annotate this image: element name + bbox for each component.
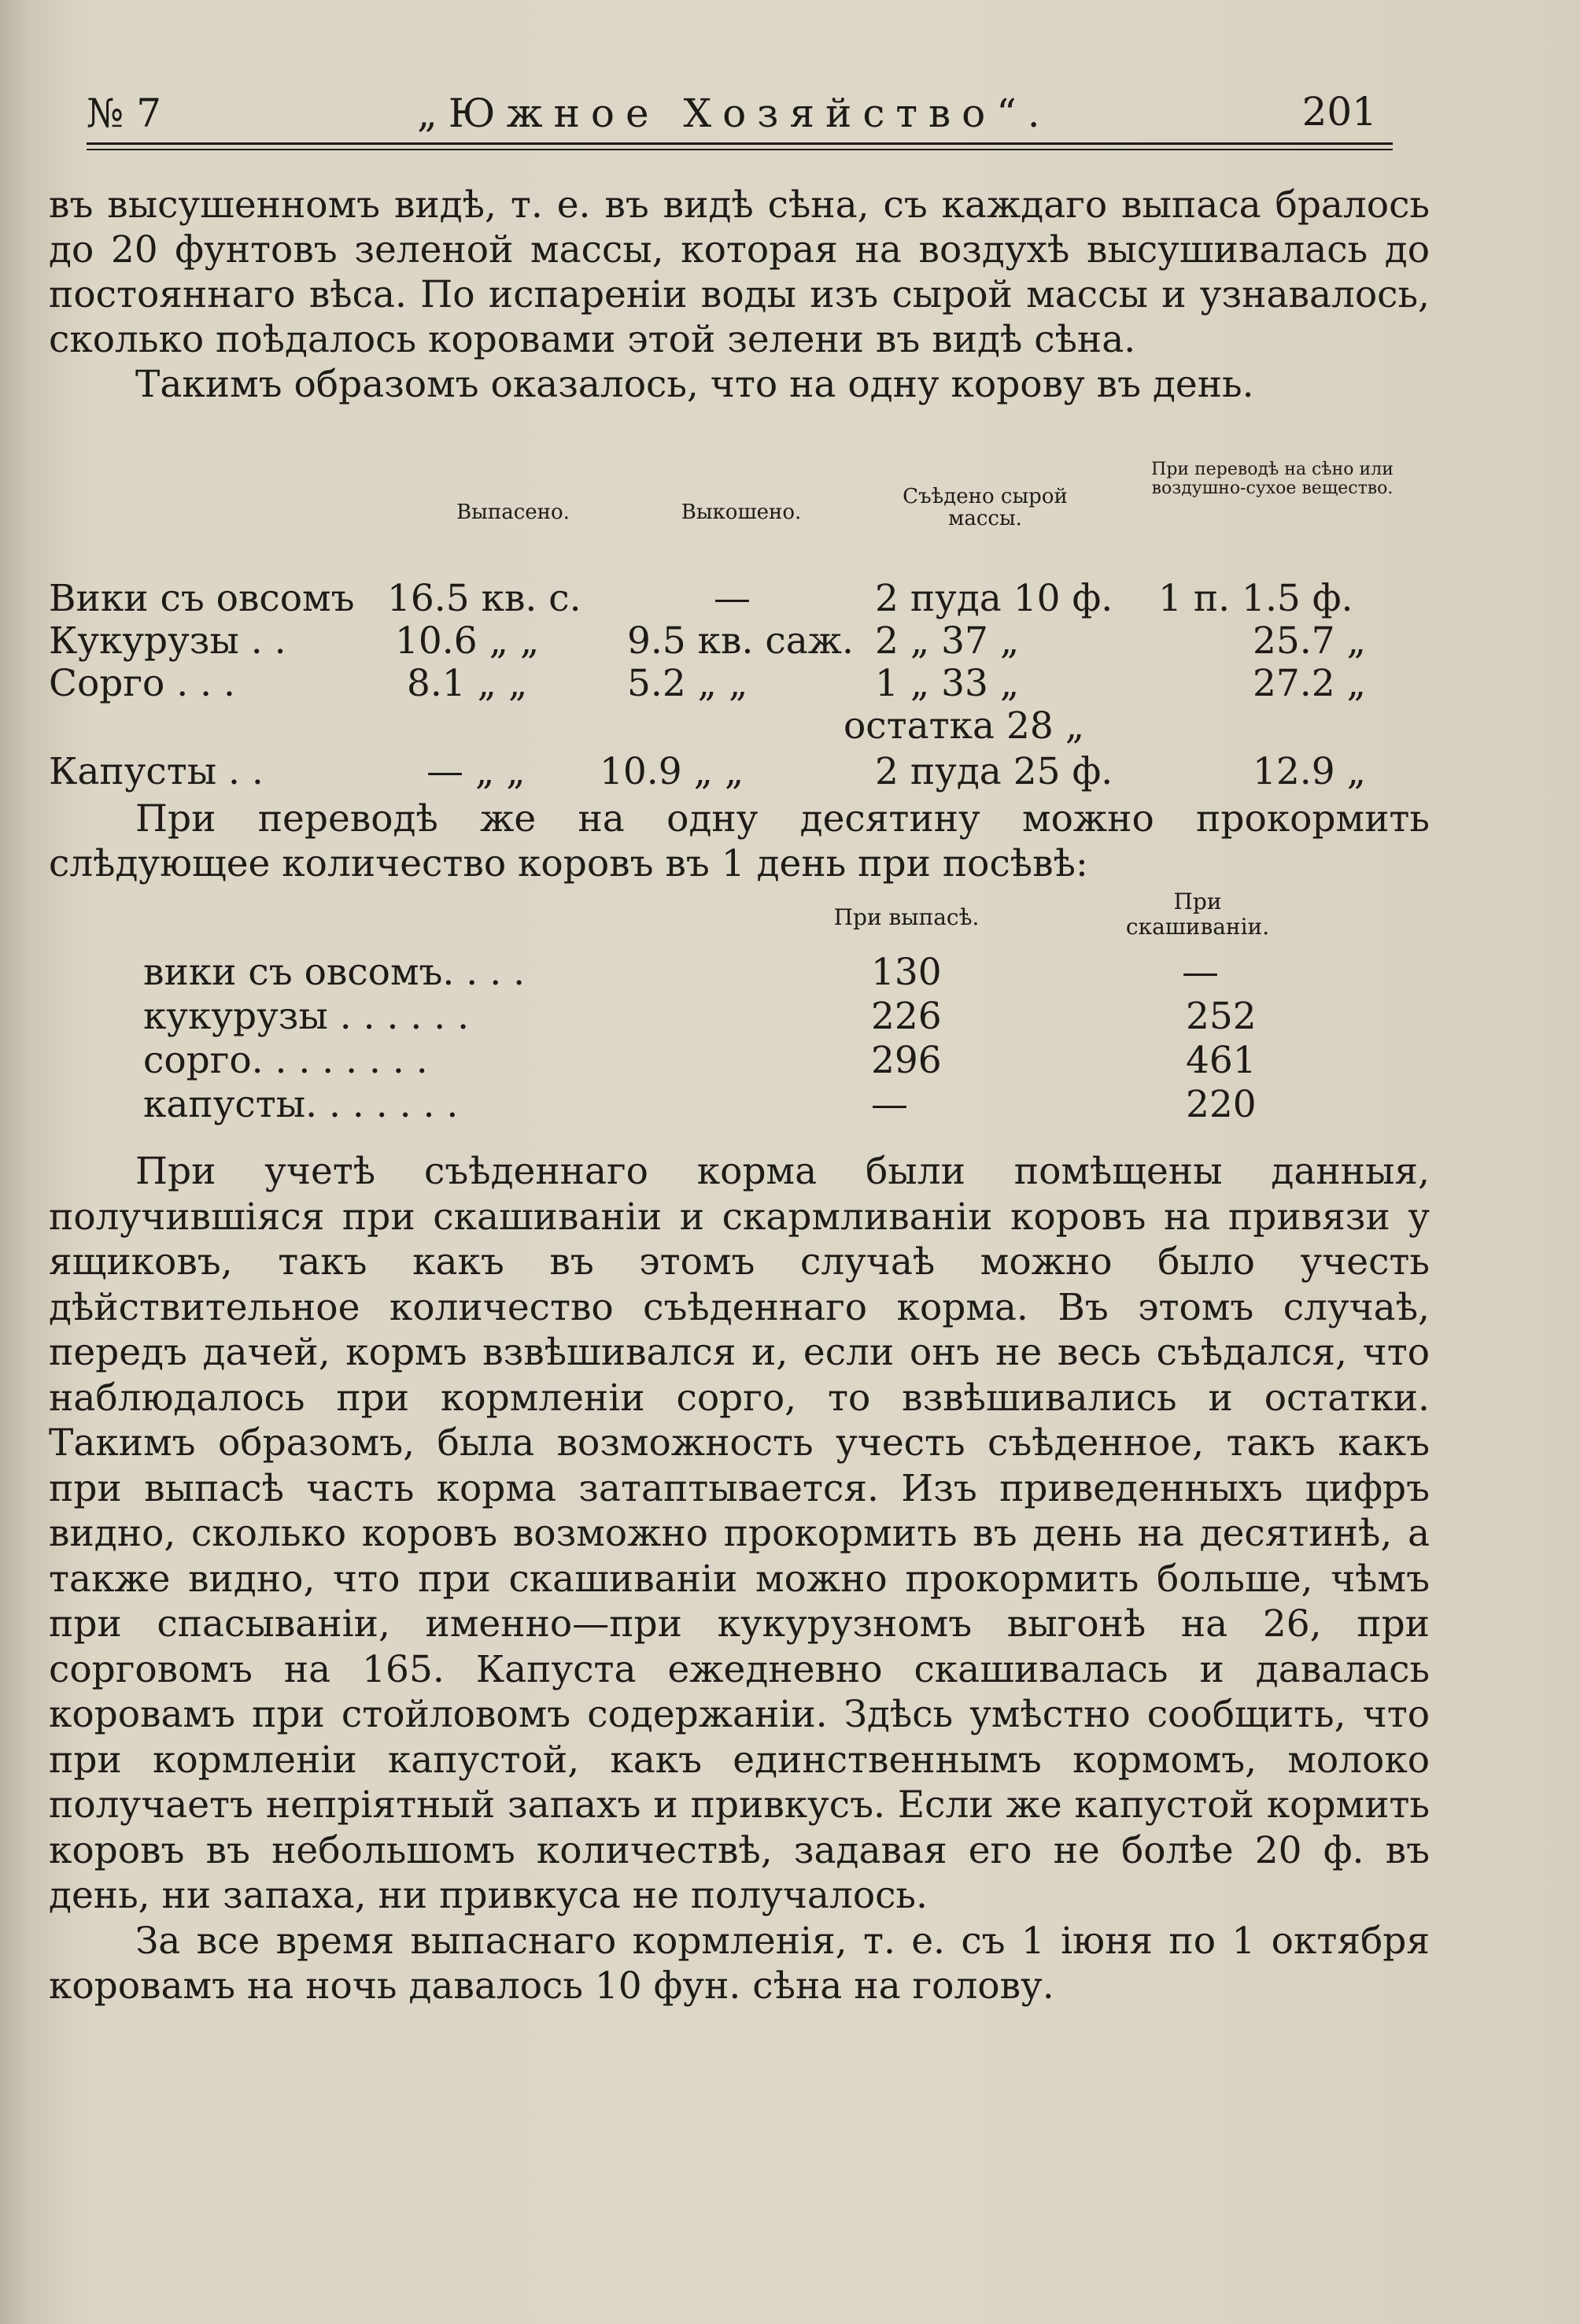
body-paragraph-1: При учетѣ съѣденнаго корма были помѣщены данныя, получившіяся при скашиваніи и скармливаніи коровъ на привязи у ящиковъ, такъ какъ въ этомъ случаѣ можно было учесть дѣйствительное количество съѣденнаго корма. Въ этомъ случаѣ, передъ дачей, кормъ взвѣшивался и, если онъ не весь съѣдался, что наблюдалось при кормленіи сорго, то взвѣшивались и остатки. Такимъ образомъ, была возможность учесть съѣденное, такъ какъ при выпасѣ часть корма затаптывается. Изъ приведенныхъ цифръ видно, сколько коровъ возможно прокормить въ день на десятинѣ, а также видно, что при скашиваніи можно прокормить больше, чѣмъ при спасываніи, именно—при кукурузномъ выгонѣ на 26, при сорговомъ на 165. Капуста ежедневно скашивалась и давалась коровамъ при стойловомъ содержаніи. Здѣсь умѣстно сообщить, что при кормленіи капустой, какъ единственнымъ кормомъ, молоко получаетъ непріятный запахъ и привкусъ. Если же капустой кормить коровъ въ небольшомъ количествѣ, задавая его не болѣе 20 ф. въ день, ни запаха, ни привкуса не получалось. (49, 1150, 1430, 1917)
header-converted: При переводѣ на сѣно или воздушно-сухое вещество. (1151, 460, 1394, 498)
table-per-desyatina (49, 889, 1434, 1125)
header-rule (87, 142, 1393, 145)
cell-eaten-remainder: остатка 28 „ (844, 704, 1085, 748)
journal-title: „Южное Хозяйство“. (417, 91, 1051, 136)
row-name: кукурузы . . . . . . (143, 995, 470, 1038)
cell-mowing: 461 (1186, 1039, 1257, 1082)
cell-grazed: 10.6 „ „ (395, 619, 540, 663)
cell-mowed: 5.2 „ „ (627, 662, 748, 705)
cell-converted: 27.2 „ (1253, 662, 1366, 705)
cell-grazing: 296 (871, 1039, 942, 1082)
row-name: Кукурузы . . (49, 619, 286, 663)
body-block (49, 1149, 1430, 2009)
cell-mowed: 9.5 кв. саж. (627, 619, 854, 663)
cell-mowing: 252 (1186, 995, 1257, 1038)
cell-mowing: — (1182, 951, 1219, 994)
cell-eaten: 2 пуда 10 ф. (875, 577, 1113, 620)
cell-grazing: 226 (871, 995, 942, 1038)
header-grazed: Выпасено. (456, 501, 570, 524)
cell-grazing: — (871, 1083, 908, 1126)
intro-block (49, 183, 1430, 407)
intro-lead: Такимъ образомъ оказалось, что на одну корову въ день. (135, 363, 1254, 406)
intro-paragraph: въ высушенномъ видѣ, т. е. въ видѣ сѣна, съ каждаго выпаса бралось до 20 фунтовъ зеленой массы, которая на воздухѣ высушивалась до постояннаго вѣса. По испареніи воды изъ сырой массы и узнавалось, сколько поѣдалось коровами этой зелени въ видѣ сѣна. (49, 183, 1430, 361)
table-per-cow (49, 460, 1434, 807)
cell-mowed: — (714, 577, 751, 620)
row-name: вики съ овсомъ. . . . (143, 951, 526, 994)
cell-grazed: 8.1 „ „ (407, 662, 528, 705)
row-name: сорго. . . . . . . . (143, 1039, 428, 1082)
cell-converted: 12.9 „ (1253, 750, 1366, 793)
middle-paragraph: При переводѣ же на одну десятину можно прокормить слѣдующее количество коровъ въ 1 день при посѣвѣ: (49, 797, 1430, 885)
cell-eaten: 2 „ 37 „ (875, 619, 1020, 663)
cell-grazing: 130 (871, 951, 942, 994)
page-number: 201 (1301, 89, 1377, 135)
page-header (87, 83, 1393, 146)
header-eaten: Съѣдено сырой массы. (903, 485, 1068, 530)
header-rule-double (87, 149, 1393, 150)
row-name: Вики съ овсомъ (49, 577, 355, 620)
cell-eaten: 2 пуда 25 ф. (875, 750, 1113, 793)
cell-grazed: — „ „ (426, 750, 526, 793)
header-mowed: Выкошено. (681, 501, 802, 524)
cell-converted: 25.7 „ (1253, 619, 1366, 663)
cell-grazed: 16.5 кв. с. (387, 577, 581, 620)
cell-eaten: 1 „ 33 „ (875, 662, 1020, 705)
body-paragraph-2: За все время выпаснаго кормленія, т. е. съ 1 іюня по 1 октября коровамъ на ночь давалось 10 фун. сѣна на голову. (49, 1919, 1430, 2008)
cell-mowed: 10.9 „ „ (600, 750, 744, 793)
header-mowing: При скашиваніи. (1125, 889, 1270, 940)
middle-block (49, 796, 1430, 886)
row-name: Капусты . . (49, 750, 264, 793)
issue-number: № 7 (87, 91, 162, 136)
header-grazing: При выпасѣ. (833, 904, 980, 930)
row-name: Сорго . . . (49, 662, 235, 705)
cell-converted: 1 п. 1.5 ф. (1158, 577, 1353, 620)
row-name: капусты. . . . . . . (143, 1083, 459, 1126)
cell-mowing: 220 (1186, 1083, 1257, 1126)
